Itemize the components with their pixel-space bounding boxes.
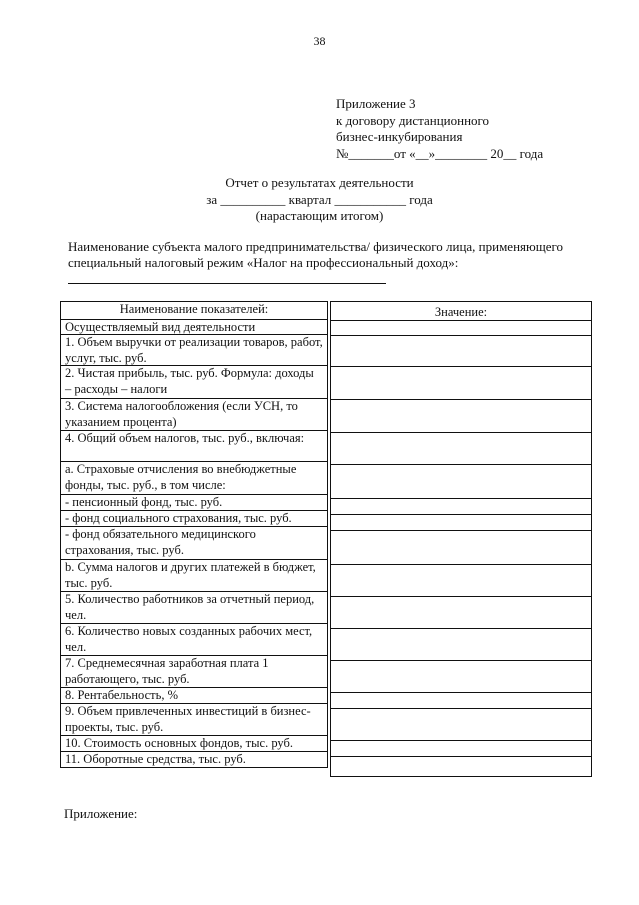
appendix-line-3: бизнес-инкубирования xyxy=(336,129,463,144)
indicator-row: 8. Рентабельность, % xyxy=(60,687,328,703)
value-cell[interactable] xyxy=(331,740,591,756)
indicator-row: 10. Стоимость основных фондов, тыс. руб. xyxy=(60,735,328,751)
report-period: за __________ квартал ___________ года xyxy=(206,191,433,207)
values-column xyxy=(330,301,592,777)
value-cell[interactable] xyxy=(331,692,591,708)
value-cell[interactable] xyxy=(331,660,591,692)
indicator-row: 9. Объем привлеченных инвестиций в бизнес-проекты, тыс. руб. xyxy=(60,703,328,735)
indicator-row: 4. Общий объем налогов, тыс. руб., включая: xyxy=(60,430,328,461)
value-cell[interactable] xyxy=(331,628,591,660)
indicator-row: - фонд социального страхования, тыс. руб. xyxy=(60,510,328,526)
indicator-row: 6. Количество новых созданных рабочих мест, чел. xyxy=(60,623,328,655)
value-cell[interactable] xyxy=(331,335,591,366)
indicator-row: 3. Система налогообложения (если УСН, то указанием процента) xyxy=(60,398,328,430)
indicators-column xyxy=(60,301,328,777)
indicator-row: 7. Среднемесячная заработная плата 1 работающего, тыс. руб. xyxy=(60,655,328,687)
indicators-header: Наименование показателей: xyxy=(60,301,328,319)
appendix-block xyxy=(336,96,543,162)
indicator-row: 1. Объем выручки от реализации товаров, работ, услуг, тыс. руб. xyxy=(60,334,328,365)
indicator-row: - фонд обязательного медицинского страхования, тыс. руб. xyxy=(60,526,328,559)
value-cell[interactable] xyxy=(331,464,591,498)
value-cell[interactable] xyxy=(331,756,591,776)
indicator-row: 11. Оборотные средства, тыс. руб. xyxy=(60,751,328,768)
indicator-row: 2. Чистая прибыль, тыс. руб. Формула: доходы – расходы – налоги xyxy=(60,365,328,398)
indicator-row: 5. Количество работников за отчетный период, чел. xyxy=(60,591,328,623)
subject-fill-line[interactable] xyxy=(68,271,386,284)
report-note: (нарастающим итогом) xyxy=(255,208,384,223)
indicator-row: a. Страховые отчисления во внебюджетные фонды, тыс. руб., в том числе: xyxy=(60,461,328,494)
value-cell[interactable] xyxy=(331,564,591,596)
subject-text: Наименование субъекта малого предпринимательства/ физического лица, применяющего специальный налоговый режим «Налог на профессиональный доход»: xyxy=(68,239,564,270)
value-cell[interactable] xyxy=(331,530,591,564)
indicator-row: b. Сумма налогов и других платежей в бюджет, тыс. руб. xyxy=(60,559,328,591)
value-cell[interactable] xyxy=(331,432,591,464)
value-cell[interactable] xyxy=(331,708,591,740)
subject-block xyxy=(68,239,568,288)
report-title-block xyxy=(0,175,639,225)
value-cell[interactable] xyxy=(331,498,591,514)
value-cell[interactable] xyxy=(331,399,591,432)
appendix-line-2: к договору дистанционного xyxy=(336,112,490,128)
value-cell[interactable] xyxy=(331,366,591,399)
indicator-row: - пенсионный фонд, тыс. руб. xyxy=(60,494,328,510)
indicators-table xyxy=(60,301,594,777)
appendix-line-1: Приложение 3 xyxy=(336,96,416,111)
attachment-label: Приложение: xyxy=(64,806,138,821)
indicator-row: Осуществляемый вид деятельности xyxy=(60,319,328,334)
page-number: 38 xyxy=(313,34,326,48)
value-cell[interactable] xyxy=(331,320,591,335)
value-cell[interactable] xyxy=(331,596,591,628)
appendix-line-4: №_______от «__»________ 20__ года xyxy=(336,145,544,161)
values-header: Значение: xyxy=(434,305,488,319)
report-title: Отчет о результатах деятельности xyxy=(225,175,414,190)
value-cell[interactable] xyxy=(331,514,591,530)
